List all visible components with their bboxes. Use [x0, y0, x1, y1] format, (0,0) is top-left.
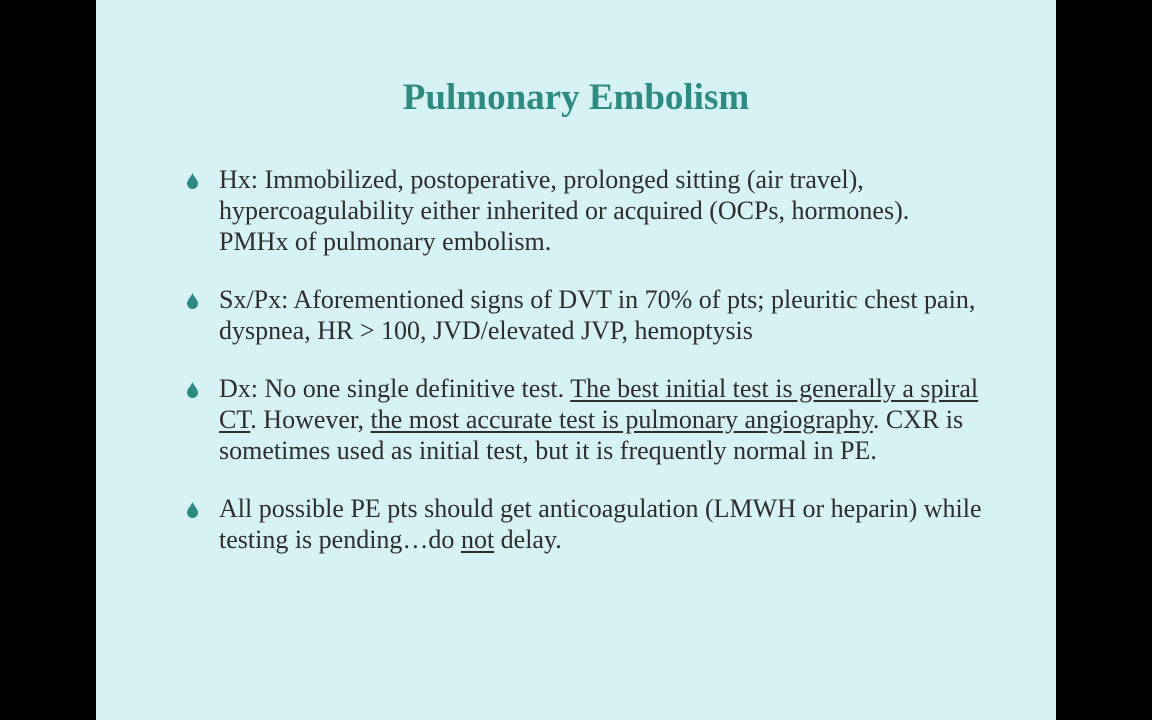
bullet-segment: . CXR is sometimes used as initial test, but it is frequently normal in PE. — [219, 405, 964, 465]
bullet-list — [182, 164, 982, 582]
bullet-item — [182, 284, 982, 346]
bullet-segment: delay. — [494, 525, 562, 554]
bullet-text — [219, 374, 978, 465]
drop-icon — [186, 502, 199, 518]
underlined-segment: not — [460, 525, 495, 554]
slide-title: Pulmonary Embolism — [402, 77, 750, 118]
bullet-segment: . However, — [250, 405, 371, 434]
bullet-segment: Hx: Immobilized, postoperative, prolonged sitting (air travel), hypercoagulability either inherited or acquired (OCPs, hormones). PMHx of pulmonary embolism. — [219, 165, 910, 256]
slide — [96, 0, 1056, 720]
underlined-segment: The best initial test is generally a spiral CT — [219, 374, 979, 434]
bullet-item — [182, 493, 982, 555]
bullet-segment: Sx/Px: Aforementioned signs of DVT in 70% of pts; pleuritic chest pain, dyspnea, HR > 100, JVD/elevated JVP, hemoptysis — [219, 285, 976, 345]
underlined-segment: the most accurate test is pulmonary angiography — [370, 405, 873, 434]
drop-icon — [186, 293, 199, 309]
drop-icon — [186, 173, 199, 189]
bullet-item — [182, 164, 982, 257]
bullet-text — [219, 165, 909, 256]
bullet-item — [182, 373, 982, 466]
drop-icon — [186, 382, 199, 398]
bullet-segment: Dx: No one single definitive test. — [219, 374, 571, 403]
bullet-text — [219, 494, 982, 554]
bullet-segment: All possible PE pts should get anticoagulation (LMWH or heparin) while testing is pending…do — [219, 494, 982, 554]
bullet-text — [219, 285, 975, 345]
